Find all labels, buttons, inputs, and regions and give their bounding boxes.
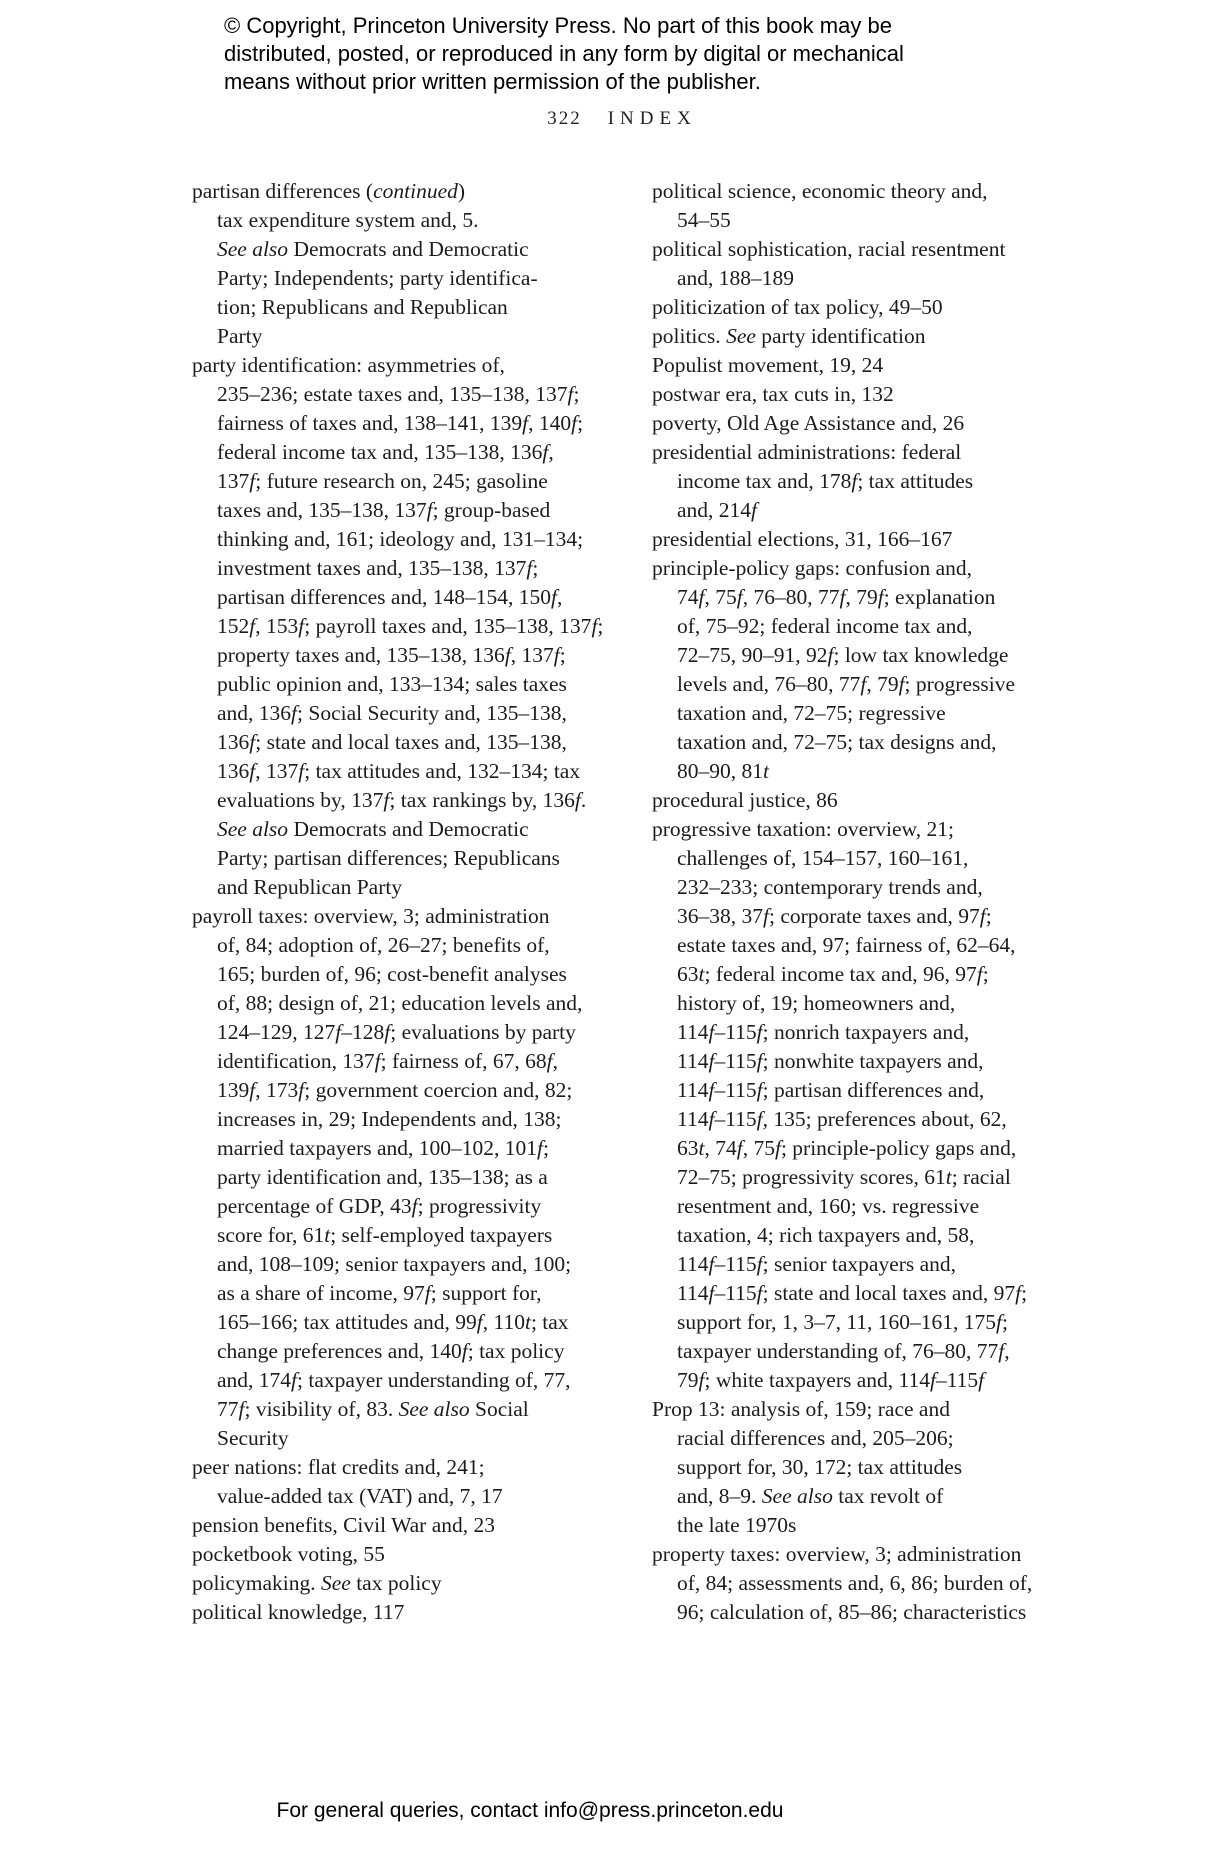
index-line: taxes and, 135–138, 137f; group-based (217, 498, 551, 522)
index-line: political sophistication, racial resentment (652, 237, 1006, 261)
index-line: score for, 61t; self-employed taxpayers (217, 1223, 553, 1247)
index-line: public opinion and, 133–134; sales taxes (217, 672, 567, 696)
index-line: 74f, 75f, 76–80, 77f, 79f; explanation (677, 585, 996, 609)
index-line: politicization of tax policy, 49–50 (652, 295, 943, 319)
index-line: postwar era, tax cuts in, 132 (652, 382, 894, 406)
index-line: challenges of, 154–157, 160–161, (677, 846, 969, 870)
index-line: 165–166; tax attitudes and, 99f, 110t; tax (217, 1310, 569, 1334)
index-line: Party; partisan differences; Republicans (217, 846, 560, 870)
index-line: 136f, 137f; tax attitudes and, 132–134; tax (217, 759, 581, 783)
index-line: property taxes: overview, 3; administration (652, 1542, 1022, 1566)
index-line: peer nations: flat credits and, 241; (192, 1455, 485, 1479)
index-line: 96; calculation of, 85–86; characteristics (677, 1600, 1027, 1624)
index-line: tax expenditure system and, 5. (217, 208, 479, 232)
index-line: 124–129, 127f–128f; evaluations by party (217, 1020, 576, 1044)
index-line: and, 8–9. See also tax revolt of (677, 1484, 944, 1508)
index-line: See also Democrats and Democratic (217, 817, 529, 841)
index-line: and Republican Party (217, 875, 403, 899)
index-line: tion; Republicans and Republican (217, 295, 508, 319)
index-line: and, 188–189 (677, 266, 795, 290)
index-line: See also Democrats and Democratic (217, 237, 529, 261)
index-line: procedural justice, 86 (652, 788, 838, 812)
index-line: 79f; white taxpayers and, 114f–115f (677, 1368, 985, 1392)
index-line: 36–38, 37f; corporate taxes and, 97f; (677, 904, 992, 928)
index-line: Party (217, 324, 263, 348)
index-line: taxation, 4; rich taxpayers and, 58, (677, 1223, 975, 1247)
index-line: 114f–115f; state and local taxes and, 97f; (677, 1281, 1028, 1305)
index-line: Security (217, 1426, 289, 1450)
index-line: pocketbook voting, 55 (192, 1542, 385, 1566)
index-line: poverty, Old Age Assistance and, 26 (652, 411, 965, 435)
index-line: of, 84; adoption of, 26–27; benefits of, (217, 933, 550, 957)
copyright-line: means without prior written permission of the publisher. (224, 69, 761, 94)
index-line: progressive taxation: overview, 21; (652, 817, 954, 841)
index-line: increases in, 29; Independents and, 138; (217, 1107, 562, 1131)
section-title: INDEX (607, 108, 697, 129)
index-line: estate taxes and, 97; fairness of, 62–64, (677, 933, 1016, 957)
index-line: the late 1970s (677, 1513, 797, 1537)
index-line: 77f; visibility of, 83. See also Social (217, 1397, 529, 1421)
index-line: fairness of taxes and, 138–141, 139f, 140f; (217, 411, 584, 435)
index-line: 54–55 (677, 208, 731, 232)
index-line: party identification and, 135–138; as a (217, 1165, 548, 1189)
index-line: party identification: asymmetries of, (192, 353, 505, 377)
index-line: political knowledge, 117 (192, 1600, 405, 1624)
index-line: and, 108–109; senior taxpayers and, 100; (217, 1252, 572, 1276)
index-line: taxation and, 72–75; regressive (677, 701, 946, 725)
running-head (192, 108, 1052, 130)
index-line: married taxpayers and, 100–102, 101f; (217, 1136, 549, 1160)
index-line: policymaking. See tax policy (192, 1571, 442, 1595)
index-line: 114f–115f; partisan differences and, (677, 1078, 985, 1102)
index-line: 139f, 173f; government coercion and, 82; (217, 1078, 573, 1102)
index-line: value-added tax (VAT) and, 7, 17 (217, 1484, 503, 1508)
index-line: 114f–115f, 135; preferences about, 62, (677, 1107, 1007, 1131)
index-line: principle-policy gaps: confusion and, (652, 556, 973, 580)
index-line: presidential elections, 31, 166–167 (652, 527, 953, 551)
copyright-notice (224, 12, 904, 96)
index-line: partisan differences and, 148–154, 150f, (217, 585, 563, 609)
index-line: of, 84; assessments and, 6, 86; burden of, (677, 1571, 1033, 1595)
index-line: partisan differences (continued) (192, 179, 466, 203)
index-line: investment taxes and, 135–138, 137f; (217, 556, 539, 580)
index-line: Party; Independents; party identifica- (217, 266, 538, 290)
index-line: history of, 19; homeowners and, (677, 991, 956, 1015)
index-line: political science, economic theory and, (652, 179, 988, 203)
index-line: taxpayer understanding of, 76–80, 77f, (677, 1339, 1010, 1363)
index-line: thinking and, 161; ideology and, 131–134; (217, 527, 584, 551)
index-line: support for, 1, 3–7, 11, 160–161, 175f; (677, 1310, 1009, 1334)
index-line: 232–233; contemporary trends and, (677, 875, 983, 899)
index-line: payroll taxes: overview, 3; administration (192, 904, 550, 928)
index-line: property taxes and, 135–138, 136f, 137f; (217, 643, 566, 667)
index-line: percentage of GDP, 43f; progressivity (217, 1194, 542, 1218)
index-line: 235–236; estate taxes and, 135–138, 137f; (217, 382, 580, 406)
index-line: of, 88; design of, 21; education levels and, (217, 991, 583, 1015)
index-line: racial differences and, 205–206; (677, 1426, 954, 1450)
index-line: identification, 137f; fairness of, 67, 68f, (217, 1049, 558, 1073)
index-line: 114f–115f; nonrich taxpayers and, (677, 1020, 970, 1044)
page-number: 322 (547, 108, 582, 129)
index-line: and, 136f; Social Security and, 135–138, (217, 701, 567, 725)
index-line: 152f, 153f; payroll taxes and, 135–138, 137f; (217, 614, 604, 638)
index-column-right (652, 177, 1064, 1627)
index-line: change preferences and, 140f; tax policy (217, 1339, 565, 1363)
footer-contact-line: For general queries, contact info@press.princeton.edu (276, 1799, 784, 1822)
index-line: 137f; future research on, 245; gasoline (217, 469, 548, 493)
index-line: and, 174f; taxpayer understanding of, 77, (217, 1368, 571, 1392)
index-line: and, 214f (677, 498, 758, 522)
index-line: Populist movement, 19, 24 (652, 353, 884, 377)
index-line: 80–90, 81t (677, 759, 769, 783)
copyright-line: distributed, posted, or reproduced in any form by digital or mechanical (224, 41, 904, 66)
index-line: 72–75; progressivity scores, 61t; racial (677, 1165, 1011, 1189)
index-line: resentment and, 160; vs. regressive (677, 1194, 980, 1218)
index-line: 72–75, 90–91, 92f; low tax knowledge (677, 643, 1009, 667)
index-line: federal income tax and, 135–138, 136f, (217, 440, 554, 464)
index-line: 63t; federal income tax and, 96, 97f; (677, 962, 989, 986)
index-line: as a share of income, 97f; support for, (217, 1281, 542, 1305)
index-line: of, 75–92; federal income tax and, (677, 614, 973, 638)
index-line: support for, 30, 172; tax attitudes (677, 1455, 963, 1479)
index-line: 114f–115f; senior taxpayers and, (677, 1252, 957, 1276)
index-column-left (192, 177, 652, 1627)
index-line: evaluations by, 137f; tax rankings by, 136f. (217, 788, 587, 812)
index-line: 114f–115f; nonwhite taxpayers and, (677, 1049, 984, 1073)
index-line: income tax and, 178f; tax attitudes (677, 469, 974, 493)
index-line: 63t, 74f, 75f; principle-policy gaps and, (677, 1136, 1017, 1160)
index-line: levels and, 76–80, 77f, 79f; progressive (677, 672, 1016, 696)
index-line: Prop 13: analysis of, 159; race and (652, 1397, 950, 1421)
index-line: presidential administrations: federal (652, 440, 962, 464)
copyright-line: © Copyright, Princeton University Press. No part of this book may be (224, 13, 892, 38)
index-line: politics. See party identification (652, 324, 926, 348)
index-line: taxation and, 72–75; tax designs and, (677, 730, 997, 754)
index-line: 165; burden of, 96; cost-benefit analyses (217, 962, 567, 986)
index-line: 136f; state and local taxes and, 135–138, (217, 730, 567, 754)
index-line: pension benefits, Civil War and, 23 (192, 1513, 496, 1537)
